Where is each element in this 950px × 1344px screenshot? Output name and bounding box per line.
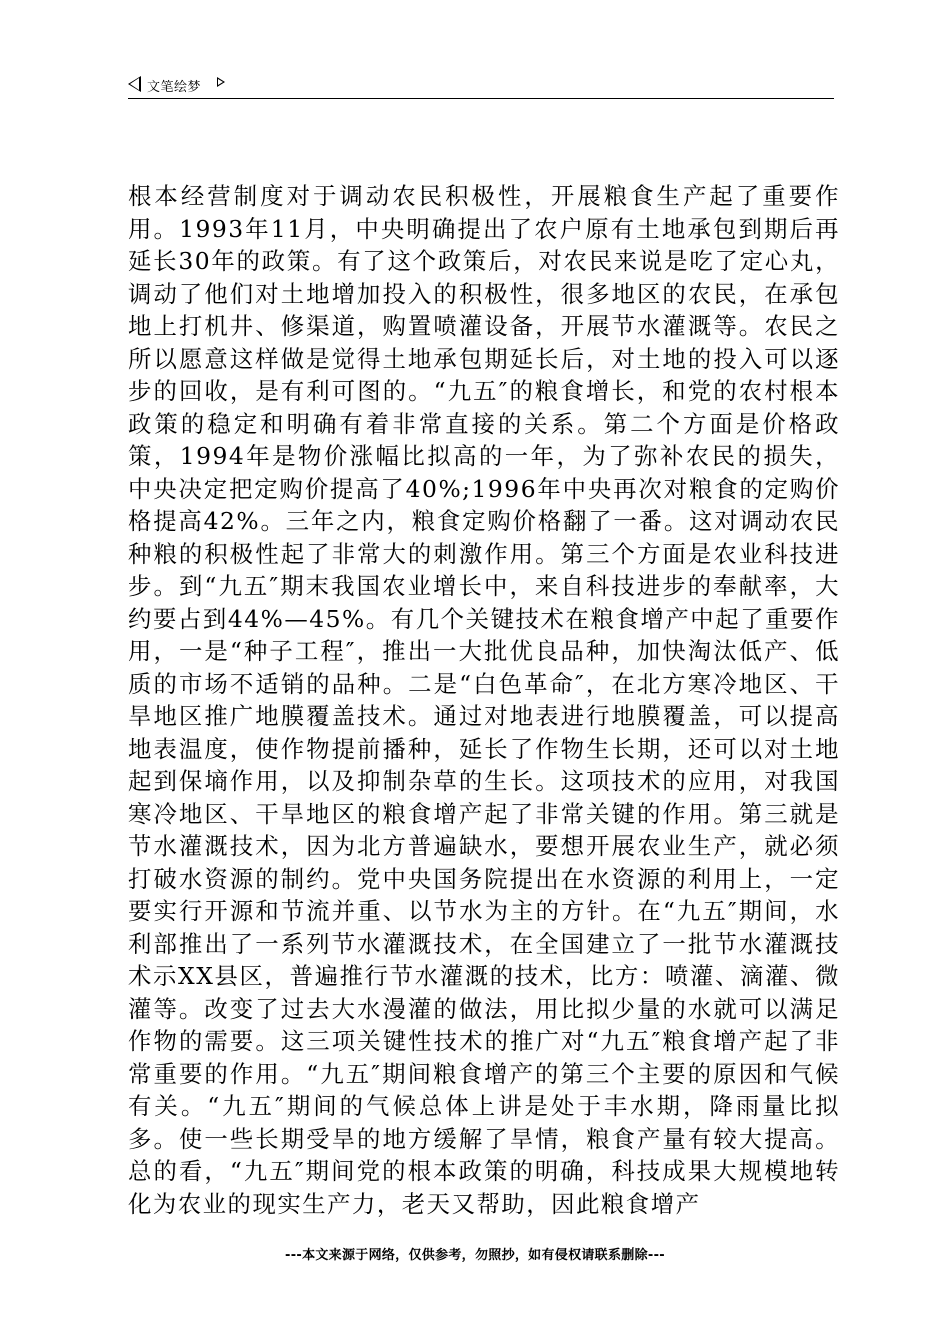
page-header [128, 74, 834, 99]
footer-disclaimer: ---本文来源于网络，仅供参考，勿照抄，如有侵权请联系删除--- [285, 1248, 665, 1263]
right-triangle-icon [217, 77, 225, 87]
body-paragraph: 根本经营制度对于调动农民积极性，开展粮食生产起了重要作用。1993年11月，中央明确提出了农户原有土地承包到期后再延长30年的政策。有了这个政策后，对农民来说是吃了定心丸，调动了他们对土地增加投入的积极性，很多地区的农民，在承包地上打机井、修渠道，购置喷灌设备，开展节水灌溉等。农民之所以愿意这样做是觉得土地承包期延长后，对土地的投入可以逐步的回收，是有利可图的。“九五″的粮食增长，和党的农村根本政策的稳定和明确有着非常直接的关系。第二个方面是价格政策，1994年是物价涨幅比拟高的一年，为了弥补农民的损失，中央决定把定购价提高了40%;1996年中央再次对粮食的定购价格提高42%。三年之内，粮食定购价格翻了一番。这对调动农民种粮的积极性起了非常大的刺激作用。第三个方面是农业科技进步。到“九五″期末我国农业增长中，来自科技进步的奉献率，大约要占到44%—45%。有几个关键技术在粮食增产中起了重要作用，一是“种子工程″，推出一大批优良品种，加快淘汰低产、低质的市场不适销的品种。二是“白色革命″，在北方寒冷地区、干旱地区推广地膜覆盖技术。通过对地表进行地膜覆盖，可以提高地表温度，使作物提前播种，延长了作物生长期，还可以对土地起到保墒作用，以及抑制杂草的生长。这项技术的应用，对我国寒冷地区、干旱地区的粮食增产起了非常关键的作用。第三就是节水灌溉技术，因为北方普遍缺水，要想开展农业生产，就必须打破水资源的制约。党中央国务院提出在水资源的利用上，一定要实行开源和节流并重、以节水为主的方针。在“九五″期间，水利部推出了一系列节水灌溉技术，在全国建立了一批节水灌溉技术示XX县区，普遍推行节水灌溉的技术，比方：喷灌、滴灌、微灌等。改变了过去大水漫灌的做法，用比拟少量的水就可以满足作物的需要。这三项关键性技术的推广对“九五″粮食增产起了非常重要的作用。“九五″期间粮食增产的第三个主要的原因和气候有关。“九五″期间的气候总体上讲是处于丰水期，降雨量比拟多。使一些长期受旱的地方缓解了旱情，粮食产量有较大提高。总的看，“九五″期间党的根本政策的明确，科技成果大规模地转化为农业的现实生产力，老天又帮助，因此粮食增产 [128, 182, 840, 1218]
left-triangle-icon [128, 76, 141, 92]
header-title: 文笔绘梦 [147, 80, 202, 95]
